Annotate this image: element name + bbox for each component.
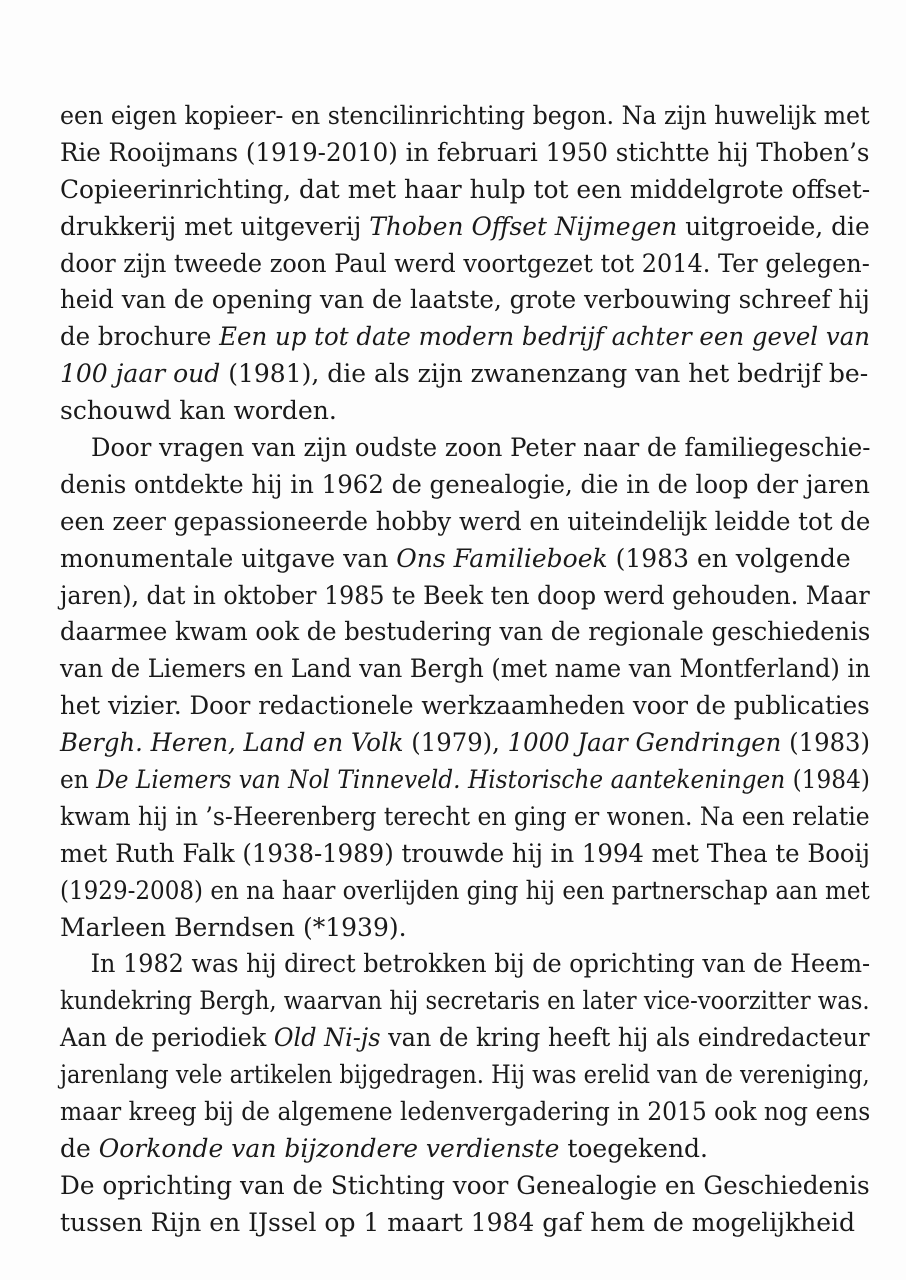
text-run: drukkerij met uitgeverij xyxy=(60,211,370,241)
text-run: de brochure xyxy=(60,322,220,352)
text-run: maar kreeg bij de algemene ledenvergadering in 2015 ook nog eens xyxy=(60,1097,871,1127)
text-line xyxy=(60,1168,870,1205)
body-text xyxy=(60,98,870,1242)
italic-title: Bergh. Heren, Land en Volk xyxy=(60,728,404,758)
text-line xyxy=(60,356,870,393)
text-line xyxy=(60,1057,870,1094)
text-run: Rie Rooijmans (1919-2010) in februari 1950 stichtte hij Thoben’s xyxy=(60,137,870,167)
text-run: denis ontdekte hij in 1962 de genealogie, die in de loop der jaren xyxy=(60,469,870,499)
text-line xyxy=(60,246,870,283)
text-line xyxy=(60,725,871,762)
text-line xyxy=(60,983,870,1020)
text-line xyxy=(60,688,870,725)
italic-title: Een up tot date modern bedrijf achter een gevel van xyxy=(219,322,871,352)
text-line xyxy=(60,614,871,651)
text-run: In 1982 was hij direct betrokken bij de oprichting van de Heem- xyxy=(90,949,871,979)
text-run: (1983) xyxy=(781,728,871,758)
text-run: met Ruth Falk (1938-1989) trouwde hij in 1994 met Thea te Booij xyxy=(60,838,870,868)
text-line xyxy=(60,541,870,578)
text-line xyxy=(60,799,870,836)
text-line xyxy=(60,282,870,319)
text-line xyxy=(60,1205,870,1242)
text-run: (1929-2008) en na haar overlijden ging hij een partnerschap aan met xyxy=(60,875,870,905)
text-line xyxy=(60,209,870,246)
text-run: Marleen Berndsen (*1939). xyxy=(60,912,407,942)
text-run: door zijn tweede zoon Paul werd voortgezet tot 2014. Ter gelegen- xyxy=(60,248,870,278)
text-line xyxy=(60,873,870,910)
text-line xyxy=(60,836,870,873)
text-run: jarenlang vele artikelen bijgedragen. Hij was erelid van de vereniging, xyxy=(60,1060,870,1090)
text-line xyxy=(60,98,870,135)
text-line xyxy=(60,430,871,467)
text-run: kundekring Bergh, waarvan hij secretaris en later vice-voorzitter was. xyxy=(60,986,870,1016)
text-line xyxy=(60,946,871,983)
text-run: de xyxy=(60,1133,99,1163)
text-line xyxy=(60,504,871,541)
text-line xyxy=(60,762,870,799)
text-run: het vizier. Door redactionele werkzaamheden voor de publicaties xyxy=(60,691,870,721)
text-run: daarmee kwam ook de bestudering van de regionale geschiedenis xyxy=(60,617,871,647)
text-run: van de kring heeft hij als eindredacteur xyxy=(380,1023,870,1053)
text-line xyxy=(60,578,870,615)
text-run: Door vragen van zijn oudste zoon Peter naar de familiegeschie- xyxy=(91,433,871,463)
text-line xyxy=(60,172,871,209)
text-line xyxy=(60,393,870,430)
text-run: toegekend. xyxy=(559,1133,709,1163)
text-line xyxy=(60,467,870,504)
text-line xyxy=(60,651,871,688)
italic-title: 1000 Jaar Gendringen xyxy=(507,728,782,758)
text-run: Aan de periodiek xyxy=(60,1023,274,1053)
italic-title: De Liemers van Nol Tinneveld. Historische aantekeningen xyxy=(96,765,786,795)
italic-title: Oorkonde van bijzondere verdienste xyxy=(98,1133,560,1163)
text-line xyxy=(60,910,870,947)
text-run: kwam hij in ’s-Heerenberg terecht en ging er wonen. Na een relatie xyxy=(60,801,870,831)
text-line xyxy=(60,1020,870,1057)
text-run: en xyxy=(60,765,97,795)
text-run: van de Liemers en Land van Bergh (met name van Montferland) in xyxy=(60,654,871,684)
text-run: een eigen kopieer- en stencilinrichting begon. Na zijn huwelijk met xyxy=(60,101,870,130)
italic-title: Old Ni-js xyxy=(273,1023,381,1053)
text-run: monumentale uitgave van xyxy=(60,543,397,573)
text-run: (1984) xyxy=(785,765,870,795)
text-run: jaren), dat in oktober 1985 te Beek ten doop werd gehouden. Maar xyxy=(60,580,870,610)
text-run: uitgroeide, die xyxy=(677,211,870,241)
text-line xyxy=(60,1094,871,1131)
text-run: (1983 en volgende xyxy=(607,543,851,573)
text-run: tussen Rijn en IJssel op 1 maart 1984 gaf hem de mogelijkheid xyxy=(60,1207,856,1237)
italic-title: 100 jaar oud xyxy=(60,359,221,389)
text-line xyxy=(60,135,870,172)
text-run: (1979), xyxy=(403,728,508,758)
italic-title: Ons Familieboek xyxy=(396,543,608,573)
text-line xyxy=(60,1131,870,1168)
text-run: schouwd kan worden. xyxy=(60,396,337,426)
text-run: Copieerinrichting, dat met haar hulp tot een middelgrote offset- xyxy=(60,174,871,204)
text-run: De oprichting van de Stichting voor Genealogie en Geschiedenis xyxy=(60,1170,870,1200)
text-run: (1981), die als zijn zwanenzang van het bedrijf be- xyxy=(220,359,869,389)
text-run: heid van de opening van de laatste, grote verbouwing schreef hij xyxy=(60,285,870,315)
italic-title: Thoben Offset Nijmegen xyxy=(369,211,678,241)
text-run: een zeer gepassioneerde hobby werd en uiteindelijk leidde tot de xyxy=(60,506,871,536)
text-line xyxy=(60,319,871,356)
